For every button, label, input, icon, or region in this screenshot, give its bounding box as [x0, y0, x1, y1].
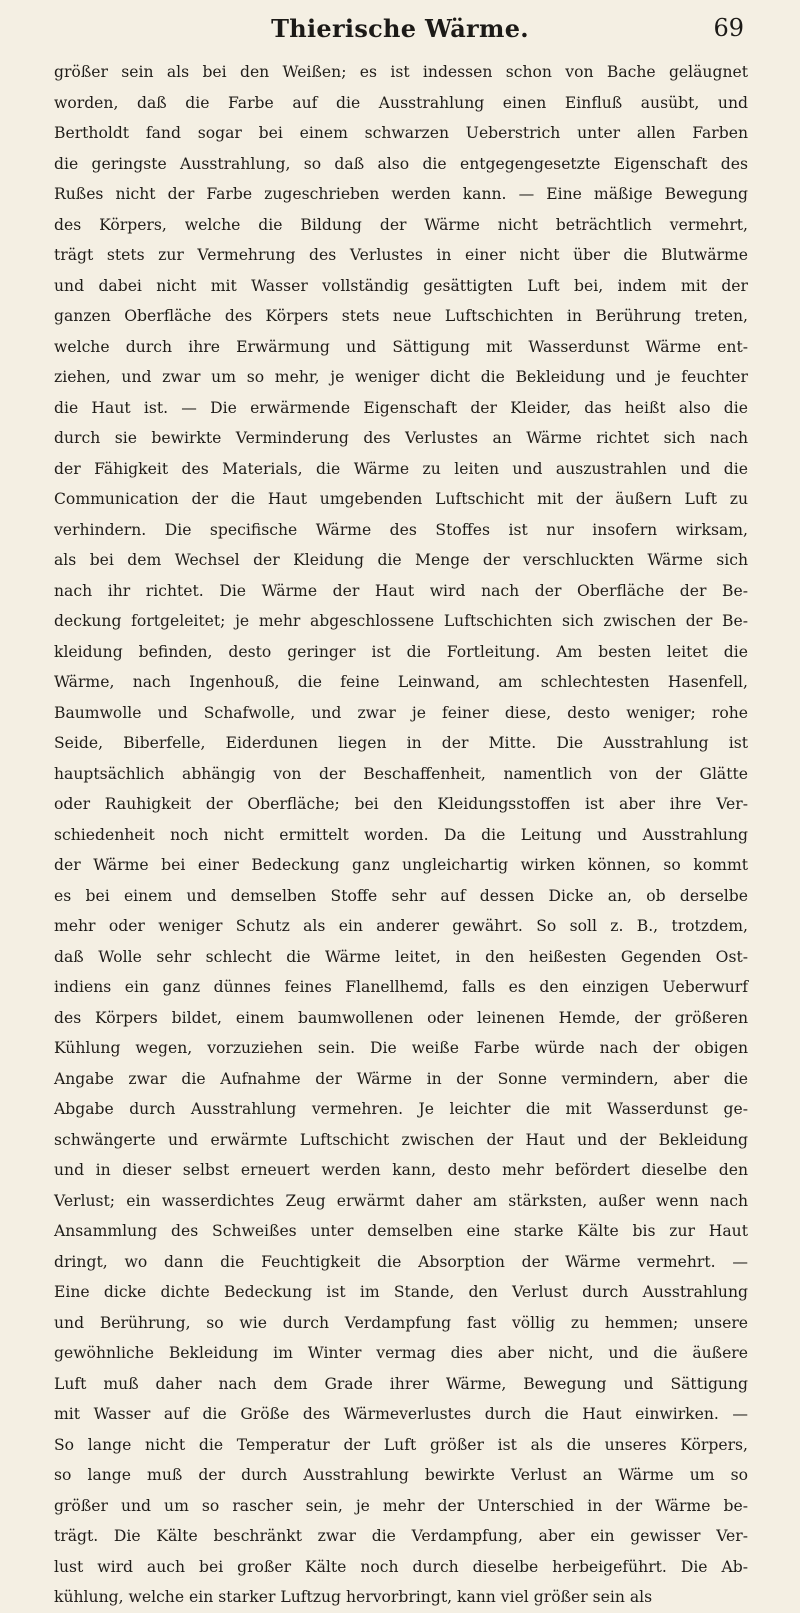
text-line: oder Rauhigkeit der Oberfläche; bei den Kleidungsstoffen ist aber ihre Ver-: [54, 795, 748, 813]
text-line: indiens ein ganz dünnes feines Flanellhemd, falls es den einzigen Ueberwurf: [54, 978, 748, 996]
text-line: hauptsächlich abhängig von der Beschaffenheit, namentlich von der Glätte: [54, 764, 748, 783]
text-line: die Haut ist. — Die erwärmende Eigenschaft der Kleider, das heißt also die: [54, 398, 748, 417]
body-text: [54, 57, 748, 1613]
text-line: des Körpers, welche die Bildung der Wärme nicht beträchtlich vermehrt,: [54, 215, 748, 234]
text-line: als bei dem Wechsel der Kleidung die Menge der verschluckten Wärme sich: [54, 551, 748, 569]
text-line: Baumwolle und Schafwolle, und zwar je feiner diese, desto weniger; rohe: [54, 703, 748, 722]
text-line: Abgabe durch Ausstrahlung vermehren. Je leichter die mit Wasserdunst ge-: [54, 1100, 748, 1118]
text-line: Luft muß daher nach dem Grade ihrer Wärme, Bewegung und Sättigung: [54, 1374, 748, 1393]
text-line: und in dieser selbst erneuert werden kann, desto mehr befördert dieselbe den: [54, 1161, 748, 1179]
text-line: Verlust; ein wasserdichtes Zeug erwärmt daher am stärksten, außer wenn nach: [54, 1191, 748, 1210]
text-line: deckung fortgeleitet; je mehr abgeschlossene Luftschichten sich zwischen der Be-: [54, 612, 748, 630]
text-line: schiedenheit noch nicht ermittelt worden. Da die Leitung und Ausstrahlung: [54, 825, 748, 844]
running-head: [56, 14, 744, 50]
text-line: Wärme, nach Ingenhouß, die feine Leinwand, am schlechtesten Hasenfell,: [54, 673, 748, 691]
text-line: worden, daß die Farbe auf die Ausstrahlung einen Einfluß ausübt, und: [54, 93, 748, 112]
text-line: dringt, wo dann die Feuchtigkeit die Absorption der Wärme vermehrt. —: [54, 1252, 748, 1271]
text-line: des Körpers bildet, einem baumwollenen oder leinenen Hemde, der größeren: [54, 1008, 748, 1027]
text-line: trägt stets zur Vermehrung des Verlustes in einer nicht über die Blutwärme: [54, 246, 748, 264]
text-line: Angabe zwar die Aufnahme der Wärme in der Sonne vermindern, aber die: [54, 1069, 748, 1088]
page-number: 69: [713, 14, 744, 42]
text-line: und Berührung, so wie durch Verdampfung fast völlig zu hemmen; unsere: [54, 1313, 748, 1332]
text-line: so lange muß der durch Ausstrahlung bewirkte Verlust an Wärme um so: [54, 1466, 748, 1484]
text-line: ziehen, und zwar um so mehr, je weniger dicht die Bekleidung und je feuchter: [54, 368, 748, 386]
text-line: gewöhnliche Bekleidung im Winter vermag dies aber nicht, und die äußere: [54, 1344, 748, 1362]
text-line: durch sie bewirkte Verminderung des Verlustes an Wärme richtet sich nach: [54, 429, 748, 447]
text-line: größer und um so rascher sein, je mehr der Unterschied in der Wärme be-: [54, 1496, 748, 1515]
text-line: Ansammlung des Schweißes unter demselben eine starke Kälte bis zur Haut: [54, 1222, 748, 1240]
text-line: So lange nicht die Temperatur der Luft größer ist als die unseres Körpers,: [54, 1435, 748, 1454]
text-line: verhindern. Die specifische Wärme des Stoffes ist nur insofern wirksam,: [54, 520, 748, 539]
text-line: der Fähigkeit des Materials, die Wärme zu leiten und auszustrahlen und die: [54, 459, 748, 478]
text-line: kühlung, welche ein starker Luftzug hervorbringt, kann viel größer sein als: [54, 1588, 653, 1606]
text-line: Communication der die Haut umgebenden Luftschicht mit der äußern Luft zu: [54, 490, 748, 508]
text-line: Bertholdt fand sogar bei einem schwarzen Ueberstrich unter allen Farben: [54, 124, 748, 142]
text-line: schwängerte und erwärmte Luftschicht zwischen der Haut und der Bekleidung: [54, 1130, 748, 1149]
text-line: Kühlung wegen, vorzuziehen sein. Die weiße Farbe würde nach der obigen: [54, 1039, 748, 1057]
text-line: trägt. Die Kälte beschränkt zwar die Verdampfung, aber ein gewisser Ver-: [54, 1527, 748, 1545]
text-line: und dabei nicht mit Wasser vollständig gesättigten Luft bei, indem mit der: [54, 276, 748, 295]
running-title: Thierische Wärme.: [271, 14, 529, 43]
text-line: lust wird auch bei großer Kälte noch durch dieselbe herbeigeführt. Die Ab-: [54, 1557, 748, 1576]
text-line: ganzen Oberfläche des Körpers stets neue Luftschichten in Berührung treten,: [54, 307, 748, 325]
text-line: die geringste Ausstrahlung, so daß also die entgegengesetzte Eigenschaft des: [54, 154, 748, 173]
text-line: Rußes nicht der Farbe zugeschrieben werden kann. — Eine mäßige Bewegung: [54, 185, 748, 203]
text-line: kleidung befinden, desto geringer ist die Fortleitung. Am besten leitet die: [54, 642, 748, 661]
text-line: mit Wasser auf die Größe des Wärmeverlustes durch die Haut einwirken. —: [54, 1405, 748, 1423]
text-line: es bei einem und demselben Stoffe sehr auf dessen Dicke an, ob derselbe: [54, 886, 748, 905]
text-line: Seide, Biberfelle, Eiderdunen liegen in der Mitte. Die Ausstrahlung ist: [54, 734, 748, 752]
text-line: daß Wolle sehr schlecht die Wärme leitet, in den heißesten Gegenden Ost-: [54, 947, 748, 966]
text-line: Eine dicke dichte Bedeckung ist im Stande, den Verlust durch Ausstrahlung: [54, 1283, 748, 1301]
text-line: welche durch ihre Erwärmung und Sättigung mit Wasserdunst Wärme ent-: [54, 337, 748, 356]
text-line: größer sein als bei den Weißen; es ist indessen schon von Bache geläugnet: [54, 63, 748, 81]
text-line: mehr oder weniger Schutz als ein anderer gewährt. So soll z. B., trotzdem,: [54, 917, 748, 935]
text-line: der Wärme bei einer Bedeckung ganz ungleichartig wirken können, so kommt: [54, 856, 748, 874]
text-line: nach ihr richtet. Die Wärme der Haut wird nach der Oberfläche der Be-: [54, 581, 748, 600]
